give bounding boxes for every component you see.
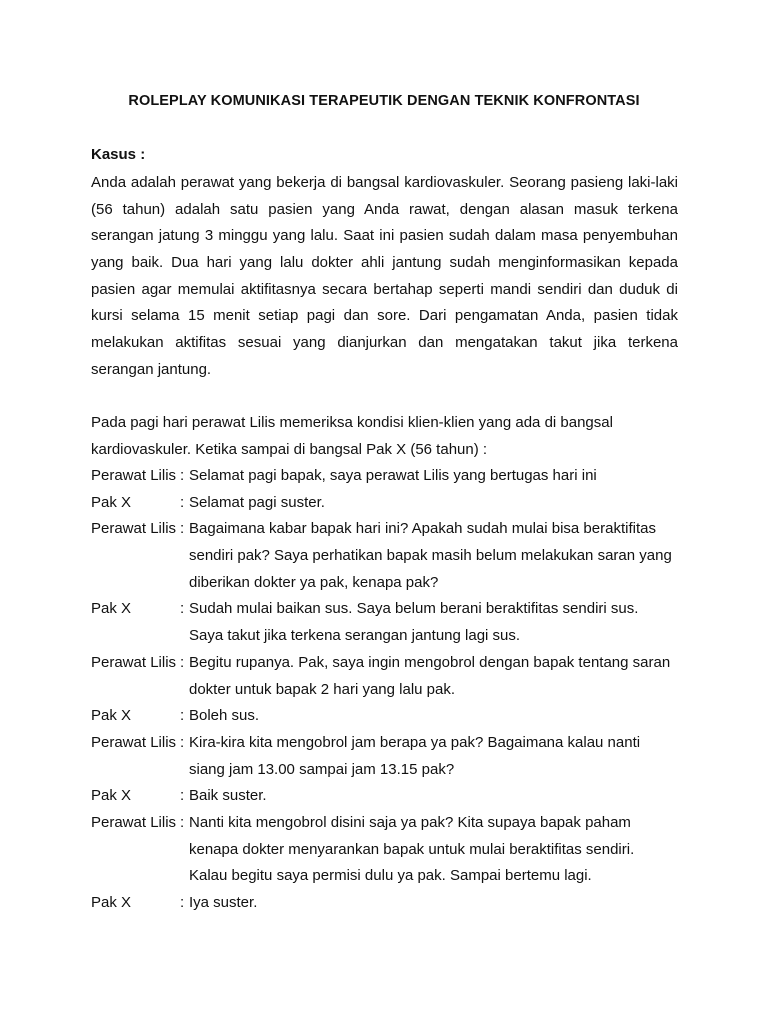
speaker-name: Perawat Lilis [91,653,177,671]
speech [189,783,691,810]
case-paragraph [91,170,678,384]
speech [189,516,691,596]
speaker-colon: : [180,467,185,484]
speech-line: Boleh sus. [189,707,260,725]
dialogue-turn [91,463,691,490]
speaker-name: Perawat Lilis [91,467,177,484]
dialogue-turn [91,703,691,730]
speaker-colon: : [180,787,185,805]
speech-line: Nanti kita mengobrol disini saja ya pak? Kita supaya bapak paham [189,814,631,831]
case-line: kursi selama 15 menit setiap pagi dan sore. Dari pengamatan Anda, pasien tidak [91,307,678,325]
case-line: pasien agar memulai aktifitasnya secara bertahap seperti mandi sendiri dan duduk di [91,280,678,298]
speech [189,703,691,730]
speech-line: kenapa dokter menyarankan bapak untuk mulai beraktifitas sendiri. [189,840,635,858]
speech-line: sendiri pak? Saya perhatikan bapak masih belum melakukan saran yang [189,547,672,565]
dialogue-turn [91,783,691,810]
case-line: (56 tahun) adalah satu pasien yang Anda rawat, dengan alasan masuk terkena [91,200,678,218]
dialogue-turn [91,730,691,783]
speaker-name: Pak X [91,894,132,912]
dialogue-turn [91,516,691,596]
intro-line: Pada pagi hari perawat Lilis memeriksa kondisi klien-klien yang ada di bangsal [91,414,613,431]
speech-line: Sudah mulai baikan sus. Saya belum berani beraktifitas sendiri sus. [189,600,639,618]
intro-paragraph [91,410,691,463]
speech-line: Baik suster. [189,787,267,805]
speaker-colon: : [180,707,185,725]
speech-line: Iya suster. [189,894,258,912]
dialogue-turn [91,810,691,890]
speaker-colon: : [180,814,185,831]
speech-line: Bagaimana kabar bapak hari ini? Apakah sudah mulai bisa beraktifitas [189,520,656,538]
speaker-name: Pak X [91,707,132,725]
speech [189,650,691,703]
speaker-name: Perawat Lilis [91,814,177,831]
dialogue-turn [91,490,691,517]
speaker-name: Perawat Lilis [91,520,177,538]
speech-line: diberikan dokter ya pak, kenapa pak? [189,573,439,591]
speaker-colon: : [180,733,185,751]
speech-line: Kalau begitu saya permisi dulu ya pak. Sampai bertemu lagi. [189,867,592,885]
dialogue-turn [91,650,691,703]
case-line: serangan jantung. [91,360,212,378]
case-line: serangan jatung 3 minggu yang lalu. Saat ini pasien sudah dalam masa penyembuhan [91,227,678,245]
speech-line: Begitu rupanya. Pak, saya ingin mengobrol dengan bapak tentang saran [189,653,671,671]
dialogue [91,463,691,917]
speech [189,463,691,490]
speaker-colon: : [180,493,185,511]
intro-line: kardiovaskuler. Ketika sampai di bangsal Pak X (56 tahun) : [91,440,488,458]
case-line: melakukan aktifitas sesuai yang dianjurkan dan mengatakan takut jika terkena [91,334,678,352]
speech [189,730,691,783]
speech [189,490,691,517]
speech [189,810,691,890]
case-heading: Kasus : [91,146,146,163]
dialogue-turn [91,596,691,649]
case-line: Anda adalah perawat yang bekerja di bangsal kardiovaskuler. Seorang pasieng laki-laki [91,174,678,191]
dialogue-turn [91,890,691,917]
speech-line: siang jam 13.00 sampai jam 13.15 pak? [189,760,455,778]
speech-line: Saya takut jika terkena serangan jantung lagi sus. [189,627,521,645]
speaker-name: Perawat Lilis [91,733,177,751]
speech-line: Kira-kira kita mengobrol jam berapa ya pak? Bagaimana kalau nanti [189,733,641,751]
speaker-name: Pak X [91,787,132,805]
speaker-name: Pak X [91,600,132,618]
speech-line: Selamat pagi suster. [189,493,325,511]
speaker-colon: : [180,653,185,671]
page-title: ROLEPLAY KOMUNIKASI TERAPEUTIK DENGAN TEKNIK KONFRONTASI [128,93,640,109]
speech-line: Selamat pagi bapak, saya perawat Lilis yang bertugas hari ini [189,467,597,484]
speech [189,596,691,649]
speaker-colon: : [180,894,185,912]
speech [189,890,691,917]
speech-line: dokter untuk bapak 2 hari yang lalu pak. [189,680,456,698]
speaker-name: Pak X [91,493,132,511]
speaker-colon: : [180,600,185,618]
speaker-colon: : [180,520,185,538]
case-line: yang baik. Dua hari yang lalu dokter ahli jantung sudah menginformasikan kepada [91,254,678,272]
